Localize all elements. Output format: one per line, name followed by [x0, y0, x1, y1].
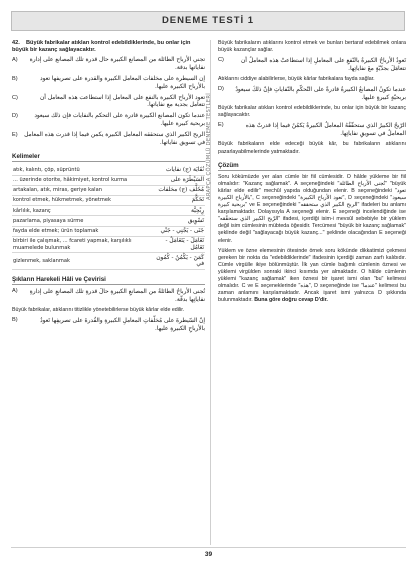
analysis-d-arabic: عندما تكونُ المصانعُ الكبيرةُ قادرةً على التّحكّمِ بالنّفاياتِ فإنّ ذلكَ سيعودُ بربحيّةٍ كبيرةٍ عليها. — [235, 87, 406, 102]
vocab-ar: تَعَامَلَ - يَتَعَامَلُ - تَعَامُل — [155, 236, 205, 252]
translation-c: Atıklarını ciddiye alabilirlerse, büyük kârlar fabrikalara fayda sağlar. — [218, 76, 375, 83]
table-row — [12, 216, 205, 226]
table-row — [12, 185, 205, 195]
table-row — [12, 165, 205, 175]
vocab-tr: kontrol etmek, hükmetmek, yönetmek — [12, 195, 155, 205]
right-column — [218, 40, 406, 304]
table-row — [12, 253, 205, 269]
option-label: D) — [12, 113, 18, 120]
option-e[interactable] — [12, 132, 205, 148]
option-text: تجني الأرباح الطائلة من المصانع الكبيرة حال قدرة تلك المصانع على إدارة نفاياتها بدقة. — [29, 57, 205, 72]
vocab-tr: artakalan, atık, miras, geriye kalan — [12, 185, 155, 195]
table-row — [12, 236, 205, 252]
vocab-tr: atık, kalıntı, çöp, süprüntü — [12, 165, 155, 175]
analysis-a-translation: Büyük fabrikalar, atıklarını titizlikle yönetebilirlerse büyük kârlar elde edilir. — [12, 306, 185, 313]
analysis-a — [12, 288, 205, 304]
option-label: B) — [12, 76, 18, 82]
vocab-ar: كَمَنَ - يَكْمُنُ - كُمُون في — [155, 253, 205, 269]
vocab-tr: kârlılık, kazanç — [12, 206, 155, 216]
table-row — [12, 175, 205, 185]
table-row — [12, 226, 205, 236]
vocab-tr: pazarlama, piyasaya sürme — [12, 216, 155, 226]
option-text: تعود الأرباح الكبيرة بالنفع على المعامل إذا استطاعت هذه المعامل أن تتعامل بجدية مع نفاياتها. — [40, 94, 205, 109]
answer-text: Buna göre doğru cevap D'dir. — [254, 297, 328, 304]
option-label: C) — [218, 57, 224, 64]
solution-paragraph-2-text: Yüklem ve özne elemesinin ötesinde örnek soru kökünde dikkatimizi çekmesi gereken bir nokta da "edebildiklerinde" ifadesinin içerdiği zaman zarfı kalıbıdır. Cümle virgülle ikiye bölünmüştür. İlk yan cümle bağımlı cümlenin öznesi ve yüklemi virgülden sonraki ikinci kısımda yer almaktadır. O hâlde cümlenin yüklemi "kazanç sağlamak" iken öznesi bir işaret ismi olan "bu" kelimesi olmalıdır. C ve E seçeneklerinde "هذه", D seçeneğinde ise "عندما" kelimesi bu zaman anlamını karşılamaktadır. Ancak işaret ismi yalnızca D şıkkında bulunmaktadır. — [218, 247, 406, 304]
vocab-ar: تَحَكَّمَ — [155, 195, 205, 205]
option-label: A) — [12, 57, 18, 64]
translation-b: Büyük fabrikaların atıklarını kontrol etmek ve bunları bertaraf edebilmek onlara büyük kazançlar sağlar. — [218, 40, 406, 54]
analysis-e — [218, 122, 406, 138]
option-a[interactable] — [12, 57, 205, 73]
option-b[interactable] — [12, 76, 205, 92]
option-text: عندما تكون المصانع الكبيرة قادرة على التحكم بالنفايات فإن ذلك سيعود بربحية كبيرة عليها. — [34, 113, 205, 127]
analysis-e-arabic: الرّبحُ الكبيرُ الذي ستحقّقُهُ المعاملُ الكبيرةُ يَكمُنُ فيما إذا قدرتْ هذه المعاملُ في تسويقِ نفاياتِها. — [245, 123, 406, 138]
solution-title: Çözüm — [218, 162, 406, 171]
analysis-d — [218, 86, 406, 102]
vocab-tr: ... üzerinde otorite, hâkimiyet, kontrol kurma — [12, 175, 155, 185]
translation-d: Büyük fabrikalar atıkları kontrol edebildiklerinde, bu onlar için büyük bir kazanç sağlayacaktır. — [218, 105, 406, 119]
option-label: D) — [218, 86, 224, 93]
option-label: B) — [12, 316, 18, 323]
vocab-table — [12, 165, 205, 269]
analysis-b-arabic: إنّ السّيطرةَ على مُخلّفاتِ المعاملِ الكبيرةِ والقُدرةَ على تصريفِها تَعودُ بالأرباحِ الكبيرةِ عليها. — [40, 317, 205, 332]
analysis-title: Şıkların Harekeli Hâli ve Çevirisi — [12, 276, 205, 285]
option-text: الربح الكبير الذي ستحققه المعامل الكبيرة يكمن فيما إذا قدرت هذه المعامل في تسويق نفاياتها. — [24, 131, 205, 146]
vocab-tr: birbiri ile çalışmak, ... fcareti yapmak, karşılıklı muamelede bulunmak — [12, 236, 155, 252]
option-label: E) — [218, 122, 224, 129]
vocab-ar: نُفَايَة (ج) نفايات — [155, 165, 205, 175]
solution-paragraph-1: Soru kökümüzde yer alan cümle bir fiil cümlesidir. O hâlde yükleme bir fiil olmalıdır: "Kazanç sağlamak". A seçeneğindeki "تُجنى الأرباح الطائلة" "büyük kârlar elde edilir" mechûl yapıda olduğundan elenir. B seçeneğindeki "تعود بالأرباح الكبيرة", C seçeneğindeki "تعود الأرباح الكبيرة", D seçeneğindeki "سيعود بربحية كبيرة" ve E seçeneğindeki "الربح الكبير الذي ستحققه" ifadeleri bu anlamı karşılamaktadır. Dolayısıyla A seçeneği elenir. E seçeneği incelendiğinde ise "الرّبح الكبير الذي ستحقّقه" ifadesi, içerdiği isim-i mevsûl sebebiyle bir yüklem değil isim cümlesinin mübteda öğesidir. Tercümesi "büyük bir kazanç sağlamak" şeklinde değil "sağlayacağı büyük kazanç..." şeklinde olacağından E seçeneği elenir. — [218, 173, 407, 244]
option-text: إن السيطرة على مخلفات المعامل الكبيرة والقدرة على تصريفها تعود بالأرباح الكبيرة عليها. — [40, 76, 205, 90]
analysis-a-arabic: تُجنى الأرباحُ الطائلةُ من المصانعِ الكبيرةِ حالَ قدرةِ تلك المصانعِ على إدارةِ نفاياتِها بدقّة. — [29, 288, 205, 303]
table-row — [12, 195, 205, 205]
option-d[interactable] — [12, 113, 205, 129]
option-c[interactable] — [12, 95, 205, 111]
footer-rule — [11, 547, 406, 548]
question-stem — [12, 40, 205, 54]
page-number: 39 — [204, 551, 213, 558]
vocab-tr: fayda elde etmek; ürün toplamak — [12, 226, 155, 236]
vocab-ar: جَنَى - يَجْنِي - جَنْي — [155, 226, 205, 236]
vocab-ar: مُخَلَّف (ج) مخلفات — [155, 185, 205, 195]
question-text: Büyük fabrikalar atıkları kontrol edebildiklerinde, bu onlar için büyük bir kazanç sağlayacaktır. — [12, 40, 191, 54]
left-column — [12, 40, 205, 336]
vocab-title: Kelimeler — [12, 153, 205, 162]
analysis-c — [218, 57, 406, 73]
translation-e: Büyük fabrikaların elde edeceği büyük kâr, bu fabrikaların atıklarını pazarlayabilmelerinde yatmaktadır. — [218, 141, 406, 155]
page-title: DENEME TESTİ 1 — [161, 15, 255, 26]
question-number: 42. — [12, 40, 20, 46]
analysis-b — [12, 317, 205, 333]
option-label: E) — [12, 131, 18, 138]
analysis-c-arabic: تَعودُ الأرباحُ الكبيرةُ بالنّفعِ على المعاملِ إذا استطاعتْ هذه المعاملُ أن تتعامَلَ بجدّيّةٍ معَ نفاياتِها. — [241, 58, 406, 73]
solution-paragraph-2 — [218, 248, 406, 305]
vocab-ar: السَيْطَرَة على — [155, 175, 205, 185]
table-row — [12, 206, 205, 216]
side-label: ARAPÇA ÇÖZÜMLÜ DENEME TESTLERİ — [206, 92, 212, 200]
option-label: A) — [12, 287, 18, 294]
option-label: C) — [12, 94, 18, 101]
vocab-tr: gizlenmek, saklanmak — [12, 253, 155, 269]
vocab-ar: رِبْحِيَّة — [155, 206, 205, 216]
vocab-ar: تَسْوِيق — [155, 216, 205, 226]
